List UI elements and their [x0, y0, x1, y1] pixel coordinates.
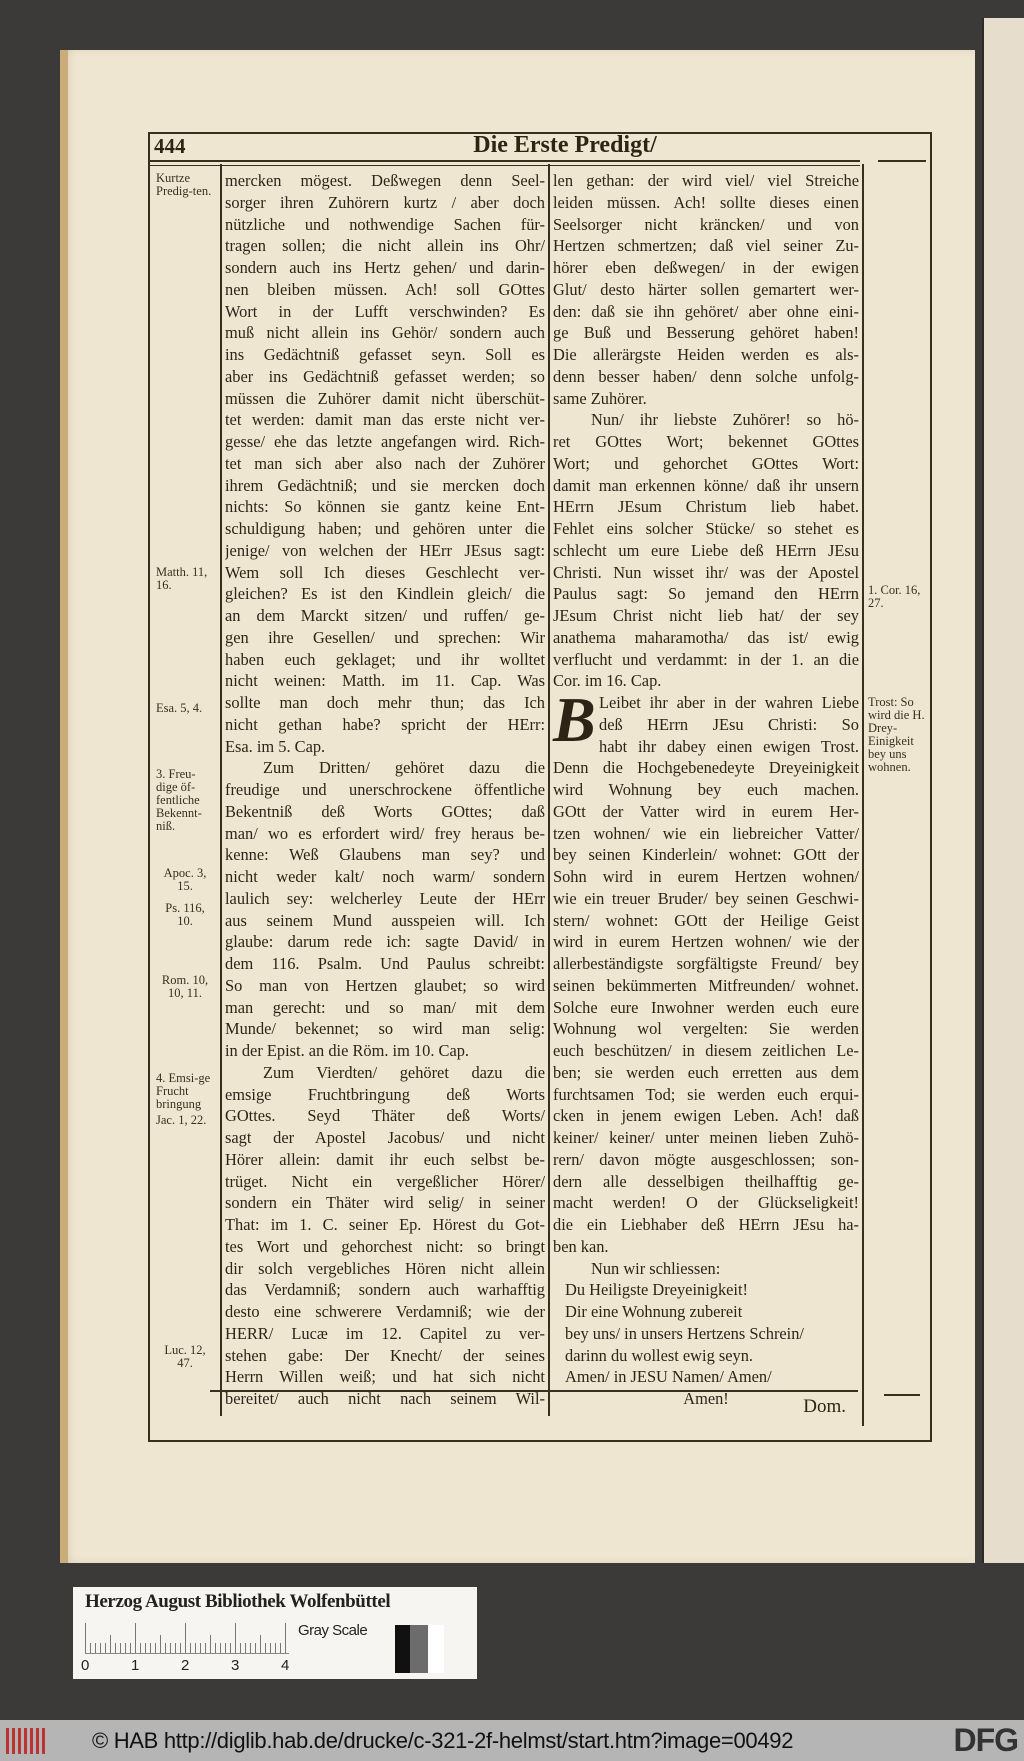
gray-swatch-black: [395, 1625, 410, 1673]
ruler-tick: [220, 1643, 221, 1653]
text-line: sollte man doch mehr thun; das Ich: [225, 693, 545, 712]
margin-note: Esa. 5, 4.: [156, 701, 203, 715]
margin-note: Rom. 10, 10, 11.: [161, 973, 209, 1000]
text-line: Wohnung wol vergelten: Sie werden: [553, 1019, 859, 1039]
text-line: Herrn Willen weiß; und hat sich nicht: [225, 1367, 545, 1387]
ruler-tick: [175, 1643, 176, 1653]
ruler-tick: [85, 1623, 86, 1653]
text-line: Seelsorger nicht kräncken/ und von: [553, 214, 859, 234]
text-line: nicht gethan habe? spricht der HErr:: [225, 714, 545, 734]
ruler-tick: [130, 1643, 131, 1653]
text-line: trüget. Nicht ein vergeßlicher Hörer/: [225, 1171, 545, 1191]
text-line: habt ihr dabey einen ewigen Trost.: [599, 736, 859, 756]
text-line: die ein Liebhaber deß HErrn JEsu ha-: [553, 1215, 859, 1234]
text-line: wird in eurem Hertzen wohnen/ wie der: [553, 932, 859, 952]
text-line: muß nicht allein ins Gehör/ sondern auch: [225, 323, 545, 343]
ruler-tick: [225, 1643, 226, 1653]
text-line: cken in jenem ewigen Leben. Ach! daß: [553, 1106, 859, 1126]
text-line: keiner/ keiner/ unter meinen lieben Zuhö-: [553, 1128, 859, 1147]
page-number: 444: [154, 134, 186, 158]
ruler-tick: [195, 1643, 196, 1653]
text-line: ihrem Gedächtniß; und sie mercken doch: [225, 475, 545, 495]
ruler-tick: [140, 1643, 141, 1653]
text-line: Nun/ ihr liebste Zuhörer! so hö-: [591, 410, 859, 430]
text-line: allerbeständigste sorgfältigste Freund/ bey: [553, 954, 859, 973]
library-name: Herzog August Bibliothek Wolfenbüttel: [85, 1591, 391, 1612]
poem-line: bey uns/ in unsers Hertzens Schrein/: [565, 1323, 804, 1343]
catchword: Dom.: [803, 1396, 846, 1417]
text-line: desto eine schwerere Verdamniß; wie der: [225, 1302, 545, 1321]
ruler-tick: [105, 1643, 106, 1653]
ruler-tick: [135, 1623, 136, 1653]
margin-note: Luc. 12, 47.: [164, 1343, 206, 1370]
ruler-number: 4: [281, 1657, 290, 1674]
text-line: stehen gabe: Der Knecht/ der seines: [225, 1345, 545, 1365]
text-line: nicht weinen: Matth. im 11. Cap. Was: [225, 671, 545, 691]
ruler-tick: [265, 1643, 266, 1653]
text-line: aber ins Gedächtniß gefasset werden; so: [225, 366, 545, 386]
text-line: verflucht und verdammt: in der 1. an die: [553, 649, 859, 669]
margin-note: Jac. 1, 22.: [156, 1113, 207, 1127]
text-line: mercken mögest. Deßwegen denn Seel-: [225, 171, 545, 190]
text-line: müssen die Zuhörer damit nicht überschüt-: [225, 388, 545, 408]
text-line: den: daß sie ihn gehöret/ aber ohne eini-: [553, 301, 859, 321]
text-line: in der Epist. an die Röm. im 10. Cap.: [225, 1041, 470, 1060]
text-line: nichts: So können sie gantz keine Ent-: [225, 497, 545, 517]
header-rule-right: [878, 160, 926, 162]
ruler-number: 0: [81, 1657, 90, 1674]
copyright-url[interactable]: © HAB http://diglib.hab.de/drucke/c-321-2f-helmst/start.htm?image=00492: [92, 1728, 794, 1753]
gray-scale-label: Gray Scale: [298, 1622, 368, 1639]
ruler-tick: [210, 1635, 211, 1653]
page-spine-edge: [60, 50, 68, 1563]
ruler-tick: [260, 1635, 261, 1653]
text-line: Esa. im 5. Cap.: [225, 736, 326, 756]
text-line: an dem Marckt sitzen/ und ruffen/ ge-: [225, 606, 545, 625]
text-line: tet man sich aber also nach der Zuhörer: [225, 453, 545, 473]
text-line: Wem soll Ich dieses Geschlecht ver-: [225, 562, 545, 582]
ruler-tick: [250, 1643, 251, 1653]
text-line: Cor. im 16. Cap.: [553, 671, 662, 691]
text-line: kenne: Weß Glaubens man sey? und: [225, 845, 545, 865]
text-line: laulich sey: welcherley Leute der HErr: [225, 888, 545, 908]
text-frame: [148, 132, 932, 1442]
text-line: Sohn wird in eurem Hertzen wohnen/: [553, 867, 859, 886]
ruler-tick: [285, 1623, 286, 1653]
text-line: bereitet/ auch nicht nach seinem Wil-: [225, 1389, 545, 1408]
text-line: emsige Fruchtbringung deß Worts: [225, 1084, 545, 1104]
text-line: leiden müssen. Ach! sollte dieses einen: [553, 192, 859, 212]
text-line: Wort in der Lufft verschwinden? Es: [225, 301, 545, 321]
text-line: GOttes. Seyd Thäter deß Worts/: [225, 1106, 545, 1126]
ruler-tick: [270, 1643, 271, 1653]
poem-line: Du Heiligste Dreyeinigkeit!: [565, 1280, 748, 1300]
text-line: ben; sie werden euch erretten aus dem: [553, 1062, 859, 1082]
ruler-tick: [115, 1643, 116, 1653]
text-line: nen bleiben müssen. Ach! soll GOttes: [225, 279, 545, 299]
text-line: damit man erkennen könne/ daß ihr unsern: [553, 475, 859, 495]
text-line: deß HErrn JEsu Christi: So: [599, 714, 859, 734]
text-line: jenige/ von welchen der HErr JEsus sagt:: [225, 540, 545, 560]
text-line: Leibet ihr aber in der wahren Liebe: [599, 693, 859, 712]
ruler-tick: [245, 1643, 246, 1653]
column-divider: [220, 164, 222, 1416]
text-line: gesse/ ehe das letzte angefangen wird. Rich-: [225, 432, 545, 451]
text-line: schuldigung haben; und gehören unter die: [225, 519, 545, 538]
text-line: tes Wort und gehorchest nicht: so bringt: [225, 1236, 545, 1256]
ruler-tick: [230, 1643, 231, 1653]
text-line: aus seinem Mund ausspeien will. Ich: [225, 910, 545, 930]
text-line: gleichen? Es ist den Kindlein gleich/ die: [225, 584, 545, 604]
text-line: GOtt der Vatter wird in eurem Her-: [553, 801, 859, 821]
text-line: bey seinen Kinderlein/ wohnet: GOtt der: [553, 845, 859, 865]
text-line: ins Gedächtniß gefasset seyn. Soll es: [225, 345, 545, 364]
text-line: nützliche und nothwendige Sachen für-: [225, 214, 545, 234]
text-line: stern/ wohnet: GOtt der Heilige Geist: [553, 910, 859, 930]
text-line: Hertzen schmertzen; daß viel seiner Zu-: [553, 236, 859, 256]
text-line: ben kan.: [553, 1236, 609, 1256]
text-line: tzen wohnen/ wie ein liebreicher Vatter/: [553, 823, 859, 843]
margin-note: 3. Freu-dige öf-fentliche Bekennt-niß.: [156, 767, 202, 833]
margin-note: 1. Cor. 16, 27.: [868, 583, 921, 610]
book-page: [60, 50, 975, 1563]
text-line: JEsum Christ nicht lieb hat/ der sey: [553, 606, 859, 625]
text-line: Glut/ desto härter sollen gemartert wer-: [553, 279, 859, 299]
text-line: man/ wo es erfordert wird/ frey heraus be-: [225, 823, 545, 843]
text-line: hörer eben deßwegen/ in der ewigen: [553, 258, 859, 277]
text-line: haben euch geklaget; und ihr wolltet: [225, 649, 545, 669]
text-line: Christi. Nun wisset ihr/ was der Apostel: [553, 562, 859, 582]
ruler-tick: [95, 1643, 96, 1653]
poem-line: Amen!: [683, 1389, 729, 1408]
ruler-tick: [255, 1643, 256, 1653]
ruler-tick: [100, 1643, 101, 1653]
margin-note: Kurtze Predig-ten.: [156, 171, 212, 198]
text-line: man gerecht: und so man/ mit dem: [225, 997, 545, 1017]
text-line: Wort; und gehorchet GOttes Wort:: [553, 453, 859, 473]
column-divider: [548, 164, 550, 1416]
ruler-tick: [120, 1643, 121, 1653]
text-line: ge Buß und Besserung gehöret haben!: [553, 323, 859, 343]
margin-note: Apoc. 3, 15.: [163, 866, 207, 893]
ruler-tick: [125, 1643, 126, 1653]
ruler-tick: [275, 1643, 276, 1653]
text-line: same Zuhörer.: [553, 388, 647, 408]
closing-heading: Nun wir schliessen:: [591, 1258, 721, 1278]
ruler-tick: [240, 1643, 241, 1653]
ruler-tick: [110, 1635, 111, 1653]
text-line: ret GOttes Wort; bekennet GOttes: [553, 432, 859, 451]
running-title: Die Erste Predigt/: [473, 132, 657, 158]
gray-swatch-mid: [410, 1625, 428, 1673]
text-line: tragen sollen; die nicht allein ins Ohr/: [225, 236, 545, 256]
header-rule: [150, 160, 860, 166]
text-line: HERR/ Lucæ im 12. Capitel zu ver-: [225, 1323, 545, 1343]
text-line: macht werden! O der Glückseligkeit!: [553, 1193, 859, 1213]
text-line: furchtsamen Tod; sie werden euch erqui-: [553, 1084, 859, 1104]
hab-logo-icon: [6, 1728, 46, 1754]
ruler-tick: [150, 1643, 151, 1653]
ruler-number: 3: [231, 1657, 240, 1674]
text-line: len gethan: der wird viel/ viel Streiche: [553, 171, 859, 190]
margin-note: Matth. 11, 16.: [156, 565, 208, 592]
column-divider: [862, 164, 864, 1426]
text-line: Paulus sagt: So jemand den HErrn: [553, 584, 859, 604]
ruler-tick: [165, 1643, 166, 1653]
text-line: Zum Vierdten/ gehöret dazu die: [263, 1062, 545, 1082]
text-line: So man von Hertzen glaubet; so wird: [225, 975, 545, 995]
text-line: wie ein treuer Bruder/ bey seinen Geschwi-: [553, 888, 859, 908]
margin-note: Ps. 116, 10.: [165, 901, 205, 928]
text-line: rern/ davon mögte ausgeschlossen; son-: [553, 1149, 859, 1169]
text-line: Hörer allein: damit ihr euch selbst be-: [225, 1149, 545, 1169]
ruler-tick: [145, 1643, 146, 1653]
color-target-card: [73, 1587, 477, 1679]
ruler-tick: [200, 1643, 201, 1653]
text-line: dern alle desselbigen theilhafftig ge-: [553, 1171, 859, 1191]
ruler-scale: [85, 1623, 289, 1654]
text-line: wird Wohnung bey euch machen.: [553, 780, 859, 799]
text-line: sorger ihren Zuhörern kurtz / aber doch: [225, 192, 545, 212]
column-bottom-rule: [210, 1390, 858, 1392]
ruler-tick: [90, 1643, 91, 1653]
poem-line: Dir eine Wohnung zubereit: [565, 1302, 743, 1321]
text-line: glaube: darum rede ich: sagte David/ in: [225, 932, 545, 952]
text-line: Die allerärgste Heiden werden es als-: [553, 345, 859, 364]
text-line: freudige und unerschrockene öffentliche: [225, 780, 545, 799]
text-line: euch beschützen/ in diesem zeitlichen Le-: [553, 1041, 859, 1060]
footer-bar: [0, 1720, 1024, 1761]
text-line: nicht weder kalt/ noch warm/ sondern: [225, 867, 545, 886]
ruler-tick: [170, 1643, 171, 1653]
text-line: denn besser haben/ denn solche unfolg-: [553, 366, 859, 386]
text-line: sondern ein Thäter wird selig/ in seiner: [225, 1193, 545, 1213]
adjacent-page-edge: [982, 18, 1024, 1563]
text-column-left: [225, 170, 545, 1410]
ruler-tick: [185, 1623, 186, 1653]
text-line: tet werden: damit man das erste nicht ver-: [225, 410, 545, 430]
text-line: gen ihre Gesellen/ und sprechen: Wir: [225, 627, 545, 647]
poem-line: Amen/ in JESU Namen/ Amen/: [565, 1367, 772, 1387]
drop-cap: B: [553, 684, 596, 755]
ruler-tick: [280, 1643, 281, 1653]
text-line: Denn die Hochgebenedeyte Dreyeinigkeit: [553, 758, 859, 778]
ruler-tick: [155, 1643, 156, 1653]
ruler-tick: [180, 1643, 181, 1653]
margin-note: Trost: So wird die H. Drey-Einigkeit bey uns wohnen.: [868, 695, 925, 774]
text-line: sondern auch ins Hertz gehen/ und darin-: [225, 258, 545, 277]
ruler-tick: [215, 1643, 216, 1653]
text-line: dir solch vergebliches Hören nicht allein: [225, 1258, 545, 1278]
text-line: Solche eure Inwohner werden euch eure: [553, 997, 859, 1017]
margin-note: 4. Emsi-ge Frucht bringung: [156, 1071, 211, 1111]
gray-swatch-white: [428, 1625, 444, 1673]
text-line: HErrn JEsum Christum lieb habet.: [553, 497, 859, 517]
text-line: Zum Dritten/ gehöret dazu die: [263, 758, 545, 778]
text-line: anathema maharamotha/ das ist/ ewig: [553, 627, 859, 647]
poem-line: darinn du wollest ewig seyn.: [565, 1345, 754, 1365]
ruler-tick: [190, 1643, 191, 1653]
text-line: schlecht um eure Liebe deß HErrn JEsu: [553, 540, 859, 560]
catchword-rule: [884, 1394, 920, 1396]
ruler-tick: [160, 1635, 161, 1653]
text-line: das Verdamniß; sondern auch warhafftig: [225, 1280, 545, 1300]
text-line: sagt der Apostel Jacobus/ und nicht: [225, 1128, 545, 1147]
text-line: seinen bekümmerten Mitfreunden/ wohnet.: [553, 975, 859, 995]
ruler-number: 1: [131, 1657, 140, 1674]
text-line: Fehlet eins solcher Stücke/ so stehet es: [553, 519, 859, 538]
text-line: That: im 1. C. seiner Ep. Hörest du Got-: [225, 1215, 545, 1234]
ruler-tick: [235, 1623, 236, 1653]
dfg-logo: DFG: [953, 1722, 1018, 1758]
text-line: Munde/ bekennet; so wird man selig:: [225, 1019, 545, 1039]
ruler-tick: [205, 1643, 206, 1653]
text-line: Bekentniß deß Worts GOttes; daß: [225, 801, 545, 821]
text-line: dem 116. Psalm. Und Paulus schreibt:: [225, 954, 545, 973]
ruler-number: 2: [181, 1657, 190, 1674]
text-column-right: [553, 170, 859, 1410]
